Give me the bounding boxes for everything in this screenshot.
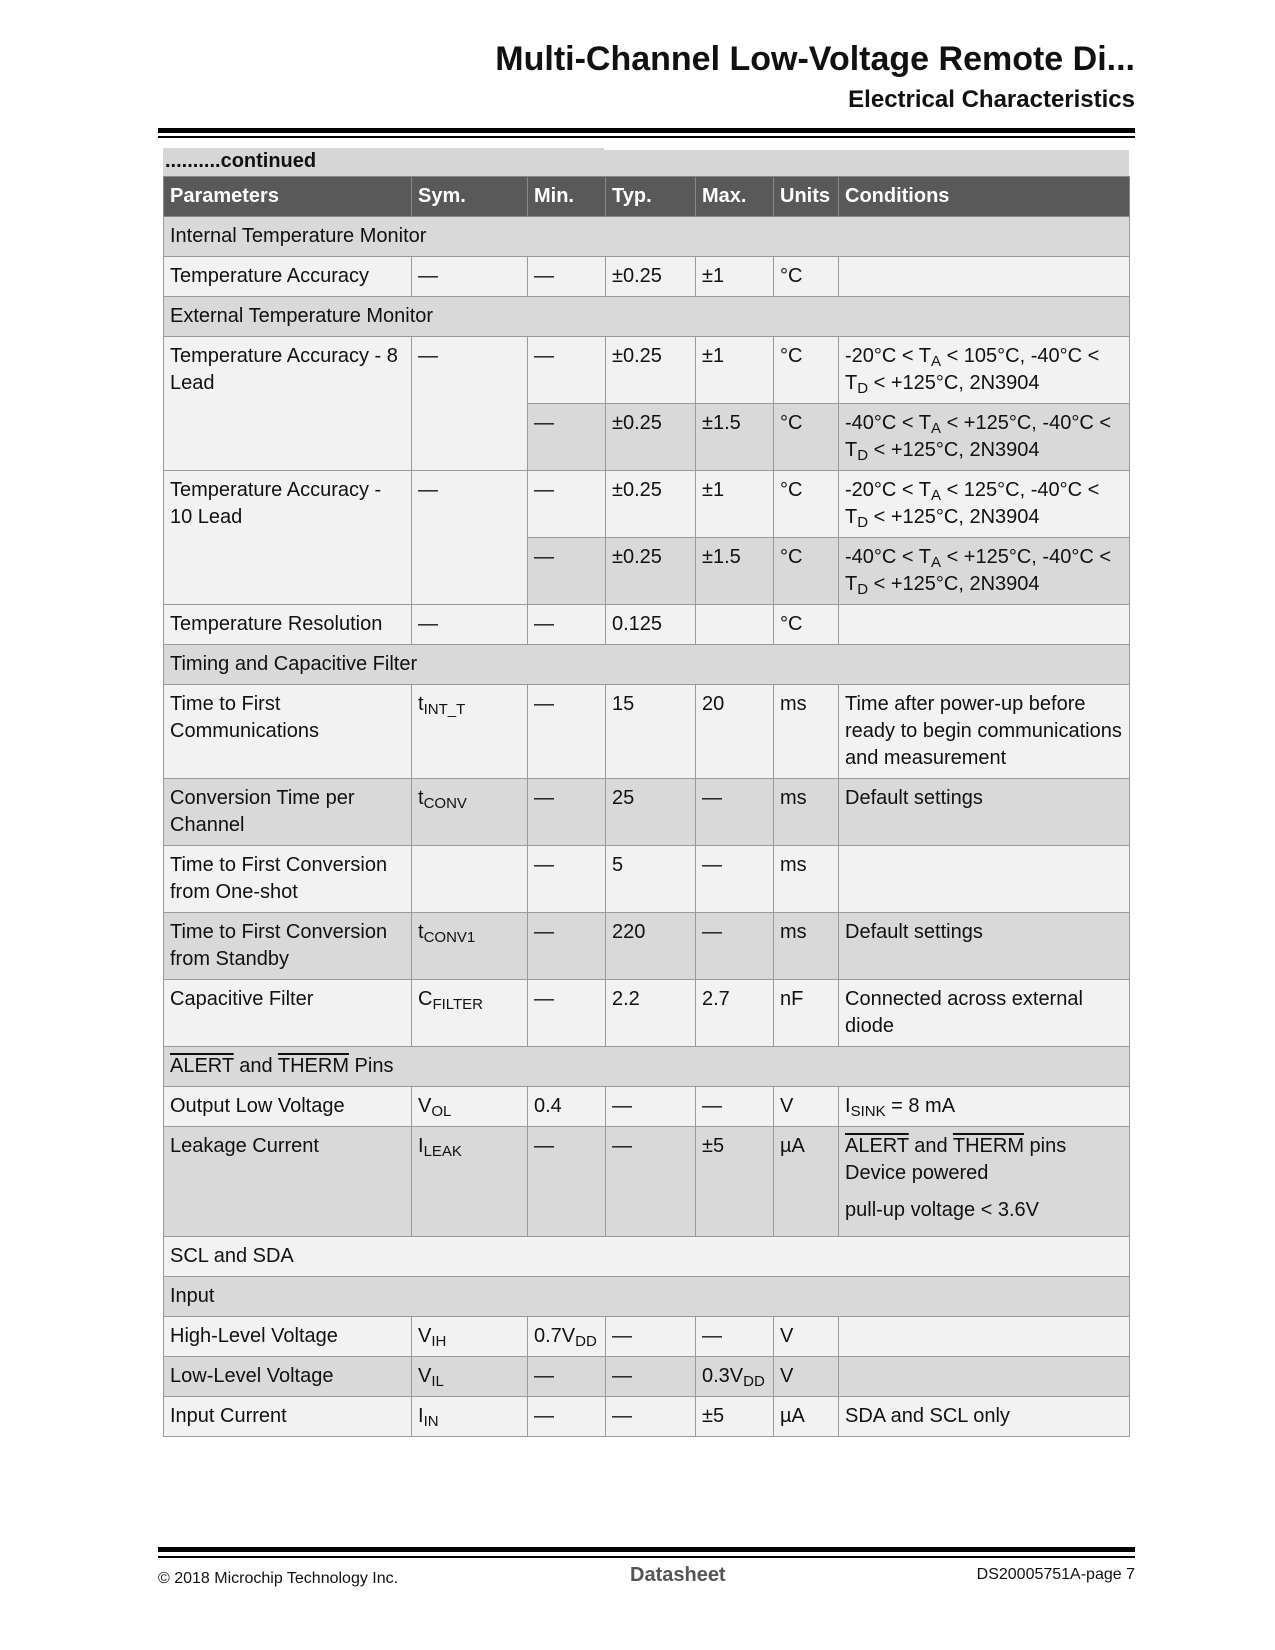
sym-cell: — bbox=[412, 471, 528, 605]
min-cell: 0.4 bbox=[528, 1087, 606, 1127]
cond-cell: Default settings bbox=[839, 779, 1130, 846]
cond-cell: $-40^\circ C < T_A < +125^\circ C$, $-40^\circ C < T_D < +125^\circ C$, 2N3904 bbox=[839, 538, 1130, 605]
section-label: Timing and Capacitive Filter bbox=[164, 645, 1130, 685]
table-row bbox=[164, 913, 1130, 980]
max-cell bbox=[696, 605, 774, 645]
max-cell: — bbox=[696, 846, 774, 913]
table-header-row bbox=[164, 177, 1130, 217]
table-row bbox=[164, 1397, 1130, 1437]
sym-cell: $C_{FILTER}$ bbox=[412, 980, 528, 1047]
typ-cell: ±0.25 bbox=[606, 257, 696, 297]
param-cell: Temperature Accuracy - 10 Lead bbox=[164, 471, 412, 605]
typ-cell: 15 bbox=[606, 685, 696, 779]
section-label: Internal Temperature Monitor bbox=[164, 217, 1130, 257]
section-row bbox=[164, 217, 1130, 257]
cond-cell: Connected across external diode bbox=[839, 980, 1130, 1047]
max-cell: 20 bbox=[696, 685, 774, 779]
max-cell: — bbox=[696, 913, 774, 980]
param-cell: Temperature Resolution bbox=[164, 605, 412, 645]
table-row bbox=[164, 685, 1130, 779]
col-header: Typ. bbox=[606, 177, 696, 217]
units-cell: V bbox=[774, 1087, 839, 1127]
typ-cell: — bbox=[606, 1087, 696, 1127]
max-cell: 2.7 bbox=[696, 980, 774, 1047]
max-cell: — bbox=[696, 779, 774, 846]
units-cell: µA bbox=[774, 1397, 839, 1437]
param-cell: Temperature Accuracy bbox=[164, 257, 412, 297]
cond-cell: $I_{SINK} = 8$ mA bbox=[839, 1087, 1130, 1127]
header-divider-thin bbox=[158, 136, 1135, 138]
param-cell: Output Low Voltage bbox=[164, 1087, 412, 1127]
typ-cell: ±0.25 bbox=[606, 404, 696, 471]
cond-cell bbox=[839, 1317, 1130, 1357]
typ-cell: 0.125 bbox=[606, 605, 696, 645]
cond-cell bbox=[839, 605, 1130, 645]
typ-cell: ±0.25 bbox=[606, 471, 696, 538]
sym-cell: $V_{OL}$ bbox=[412, 1087, 528, 1127]
min-cell: — bbox=[528, 605, 606, 645]
param-cell: Capacitive Filter bbox=[164, 980, 412, 1047]
cond-cell bbox=[839, 1357, 1130, 1397]
table-row bbox=[164, 1127, 1130, 1237]
cond-cell bbox=[839, 257, 1130, 297]
typ-cell: 5 bbox=[606, 846, 696, 913]
cond-cell: Default settings bbox=[839, 913, 1130, 980]
units-cell: ms bbox=[774, 685, 839, 779]
continued-label: ..........continued bbox=[165, 150, 317, 172]
param-cell: Temperature Accuracy - 8 Lead bbox=[164, 337, 412, 471]
table-row bbox=[164, 980, 1130, 1047]
units-cell: °C bbox=[774, 471, 839, 538]
min-cell: — bbox=[528, 257, 606, 297]
max-cell: ±5 bbox=[696, 1397, 774, 1437]
cond-cell: $-20^\circ C < T_A < 105^\circ C$, $-40^\circ C < T_D < +125^\circ C$, 2N3904 bbox=[839, 337, 1130, 404]
section-label: Input bbox=[164, 1277, 1130, 1317]
sym-cell: $t_{INT\_T}$ bbox=[412, 685, 528, 779]
param-cell: High-Level Voltage bbox=[164, 1317, 412, 1357]
page-title: Multi-Channel Low-Voltage Remote Di... bbox=[495, 40, 1135, 78]
units-cell: nF bbox=[774, 980, 839, 1047]
col-header: Max. bbox=[696, 177, 774, 217]
cond-cell: $-20^\circ C < T_A < 125^\circ C$, $-40^\circ C < T_D < +125^\circ C$, 2N3904 bbox=[839, 471, 1130, 538]
typ-cell: — bbox=[606, 1317, 696, 1357]
cond-cell: SDA and SCL only bbox=[839, 1397, 1130, 1437]
units-cell: µA bbox=[774, 1127, 839, 1237]
max-cell: ±1 bbox=[696, 337, 774, 404]
units-cell: °C bbox=[774, 337, 839, 404]
param-cell: Time to First Communications bbox=[164, 685, 412, 779]
cond-cell: Time after power-up before ready to begin communications and measurement bbox=[839, 685, 1130, 779]
min-cell: — bbox=[528, 538, 606, 605]
section-row bbox=[164, 297, 1130, 337]
sym-cell: $t_{CONV1}$ bbox=[412, 913, 528, 980]
cond-cell: $-40^\circ C < T_A < +125^\circ C$, $-40^\circ C < T_D < +125^\circ C$, 2N3904 bbox=[839, 404, 1130, 471]
footer-copyright: © 2018 Microchip Technology Inc. bbox=[158, 1570, 399, 1587]
units-cell: ms bbox=[774, 913, 839, 980]
sym-cell: $V_{IH}$ bbox=[412, 1317, 528, 1357]
sym-cell: $I_{IN}$ bbox=[412, 1397, 528, 1437]
param-cell: Input Current bbox=[164, 1397, 412, 1437]
min-cell: — bbox=[528, 685, 606, 779]
units-cell: °C bbox=[774, 257, 839, 297]
min-cell: — bbox=[528, 846, 606, 913]
sym-cell: — bbox=[412, 337, 528, 471]
min-cell: — bbox=[528, 471, 606, 538]
table-row bbox=[164, 1317, 1130, 1357]
section-row bbox=[164, 645, 1130, 685]
section-label: External Temperature Monitor bbox=[164, 297, 1130, 337]
min-cell: — bbox=[528, 1357, 606, 1397]
max-cell: ±5 bbox=[696, 1127, 774, 1237]
typ-cell: ±0.25 bbox=[606, 538, 696, 605]
footer-page-number: DS20005751A-page 7 bbox=[976, 1566, 1135, 1583]
col-header: Min. bbox=[528, 177, 606, 217]
cond-cell: ALERT and THERM pins Device powered pull-up voltage < 3.6V bbox=[839, 1127, 1130, 1237]
units-cell: °C bbox=[774, 404, 839, 471]
max-cell: — bbox=[696, 1317, 774, 1357]
section-row bbox=[164, 1047, 1130, 1087]
section-row bbox=[164, 1277, 1130, 1317]
sym-cell bbox=[412, 846, 528, 913]
typ-cell: — bbox=[606, 1127, 696, 1237]
typ-cell: 25 bbox=[606, 779, 696, 846]
sym-cell: $V_{IL}$ bbox=[412, 1357, 528, 1397]
sym-cell: — bbox=[412, 605, 528, 645]
typ-cell: 2.2 bbox=[606, 980, 696, 1047]
min-cell: — bbox=[528, 1127, 606, 1237]
typ-cell: ±0.25 bbox=[606, 337, 696, 404]
footer-doc-type: Datasheet bbox=[630, 1564, 726, 1586]
typ-cell: 220 bbox=[606, 913, 696, 980]
table-row bbox=[164, 779, 1130, 846]
min-cell: — bbox=[528, 913, 606, 980]
max-cell: $0.3V_{DD}$ bbox=[696, 1357, 774, 1397]
continued-caption bbox=[163, 148, 1129, 176]
units-cell: °C bbox=[774, 538, 839, 605]
min-cell: — bbox=[528, 779, 606, 846]
table-row bbox=[164, 471, 1130, 538]
param-cell: Low-Level Voltage bbox=[164, 1357, 412, 1397]
header-divider bbox=[158, 128, 1135, 133]
sym-cell: — bbox=[412, 257, 528, 297]
max-cell: ±1.5 bbox=[696, 404, 774, 471]
units-cell: ms bbox=[774, 846, 839, 913]
col-header: Sym. bbox=[412, 177, 528, 217]
max-cell: ±1 bbox=[696, 471, 774, 538]
electrical-characteristics-table bbox=[163, 148, 1129, 1437]
table-row bbox=[164, 1087, 1130, 1127]
col-header: Parameters bbox=[164, 177, 412, 217]
max-cell: ±1 bbox=[696, 257, 774, 297]
col-header: Conditions bbox=[839, 177, 1130, 217]
min-cell: — bbox=[528, 1397, 606, 1437]
sym-cell: $t_{CONV}$ bbox=[412, 779, 528, 846]
section-label: SCL and SDA bbox=[164, 1237, 1130, 1277]
section-row bbox=[164, 1237, 1130, 1277]
param-cell: Conversion Time per Channel bbox=[164, 779, 412, 846]
table-row bbox=[164, 1357, 1130, 1397]
units-cell: V bbox=[774, 1357, 839, 1397]
min-cell: — bbox=[528, 337, 606, 404]
param-cell: Leakage Current bbox=[164, 1127, 412, 1237]
col-header: Units bbox=[774, 177, 839, 217]
param-cell: Time to First Conversion from Standby bbox=[164, 913, 412, 980]
min-cell: — bbox=[528, 404, 606, 471]
min-cell: — bbox=[528, 980, 606, 1047]
cond-cell bbox=[839, 846, 1130, 913]
param-cell: Time to First Conversion from One-shot bbox=[164, 846, 412, 913]
table-row bbox=[164, 846, 1130, 913]
table-row bbox=[164, 605, 1130, 645]
min-cell: $0.7V_{DD}$ bbox=[528, 1317, 606, 1357]
typ-cell: — bbox=[606, 1357, 696, 1397]
table-row bbox=[164, 257, 1130, 297]
section-label: ALERT and THERM Pins bbox=[164, 1047, 1130, 1087]
sym-cell: $I_{LEAK}$ bbox=[412, 1127, 528, 1237]
max-cell: — bbox=[696, 1087, 774, 1127]
footer-divider-thin bbox=[158, 1556, 1135, 1558]
table-row bbox=[164, 337, 1130, 404]
max-cell: ±1.5 bbox=[696, 538, 774, 605]
section-title: Electrical Characteristics bbox=[848, 86, 1135, 113]
units-cell: V bbox=[774, 1317, 839, 1357]
typ-cell: — bbox=[606, 1397, 696, 1437]
footer-divider bbox=[158, 1547, 1135, 1552]
units-cell: ms bbox=[774, 779, 839, 846]
units-cell: °C bbox=[774, 605, 839, 645]
